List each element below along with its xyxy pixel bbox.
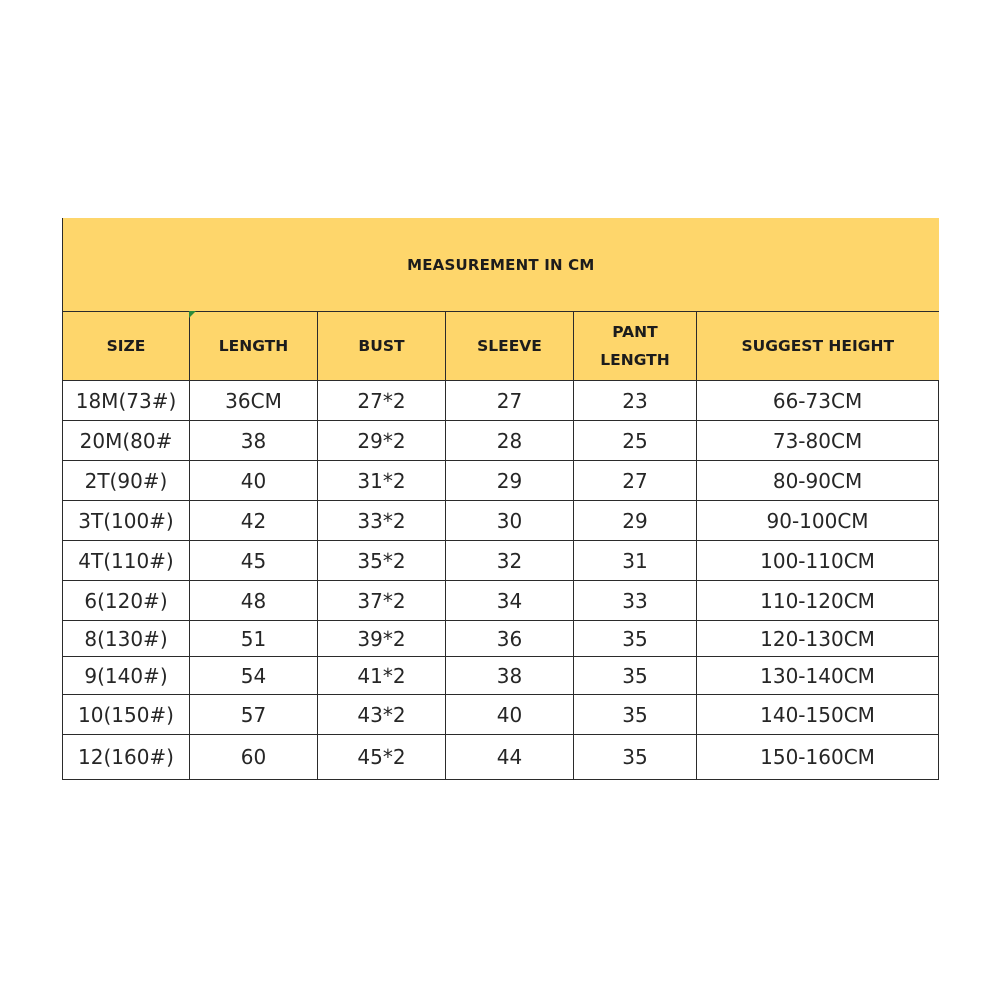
cell-bust: 33*2 bbox=[318, 501, 446, 541]
cell-length: 51 bbox=[190, 621, 318, 657]
cell-sleeve: 38 bbox=[446, 657, 574, 695]
header-label-pant-line2: LENGTH bbox=[600, 351, 670, 369]
cell-length: 54 bbox=[190, 657, 318, 695]
cell-sleeve: 30 bbox=[446, 501, 574, 541]
cell-length: 36CM bbox=[190, 381, 318, 421]
cell-sleeve: 32 bbox=[446, 541, 574, 581]
column-header-length bbox=[190, 312, 318, 381]
cell-size: 6(120#) bbox=[63, 581, 190, 621]
cell-suggest-height: 130-140CM bbox=[697, 657, 939, 695]
cell-size: 8(130#) bbox=[63, 621, 190, 657]
header-label-length: LENGTH bbox=[218, 337, 289, 355]
header-label-pant-line1: PANT bbox=[612, 323, 658, 341]
cell-pant-length: 35 bbox=[574, 735, 697, 780]
column-header-suggest-height bbox=[697, 312, 939, 381]
cell-size: 10(150#) bbox=[63, 695, 190, 735]
header-label-size: SIZE bbox=[106, 337, 146, 355]
table-row bbox=[63, 461, 939, 501]
cell-sleeve: 44 bbox=[446, 735, 574, 780]
cell-pant-length: 23 bbox=[574, 381, 697, 421]
cell-bust: 29*2 bbox=[318, 421, 446, 461]
column-header-pant-length bbox=[574, 312, 697, 381]
cell-suggest-height: 73-80CM bbox=[697, 421, 939, 461]
cell-size: 18M(73#) bbox=[63, 381, 190, 421]
cell-sleeve: 40 bbox=[446, 695, 574, 735]
cell-suggest-height: 90-100CM bbox=[697, 501, 939, 541]
cell-sleeve: 34 bbox=[446, 581, 574, 621]
column-header-bust bbox=[318, 312, 446, 381]
table-row bbox=[63, 541, 939, 581]
column-header-size bbox=[63, 312, 190, 381]
cell-suggest-height: 110-120CM bbox=[697, 581, 939, 621]
table-row bbox=[63, 581, 939, 621]
column-header-sleeve bbox=[446, 312, 574, 381]
table-row bbox=[63, 381, 939, 421]
cell-bust: 37*2 bbox=[318, 581, 446, 621]
cell-bust: 45*2 bbox=[318, 735, 446, 780]
cell-bust: 35*2 bbox=[318, 541, 446, 581]
column-header-row bbox=[63, 312, 939, 381]
table-row bbox=[63, 501, 939, 541]
cell-pant-length: 33 bbox=[574, 581, 697, 621]
cell-size: 3T(100#) bbox=[63, 501, 190, 541]
cell-size: 12(160#) bbox=[63, 735, 190, 780]
table-row bbox=[63, 621, 939, 657]
cell-length: 45 bbox=[190, 541, 318, 581]
cell-comment-marker-icon bbox=[189, 311, 196, 318]
header-label-sleeve: SLEEVE bbox=[477, 337, 542, 355]
header-label-bust: BUST bbox=[358, 337, 405, 355]
cell-bust: 39*2 bbox=[318, 621, 446, 657]
header-label-suggest-height: SUGGEST HEIGHT bbox=[741, 337, 895, 355]
cell-sleeve: 28 bbox=[446, 421, 574, 461]
title-row bbox=[63, 218, 939, 312]
table-row bbox=[63, 657, 939, 695]
cell-pant-length: 31 bbox=[574, 541, 697, 581]
cell-suggest-height: 66-73CM bbox=[697, 381, 939, 421]
cell-sleeve: 27 bbox=[446, 381, 574, 421]
cell-suggest-height: 80-90CM bbox=[697, 461, 939, 501]
cell-size: 4T(110#) bbox=[63, 541, 190, 581]
table-row bbox=[63, 695, 939, 735]
table-title: MEASUREMENT IN CM bbox=[63, 218, 939, 312]
cell-sleeve: 36 bbox=[446, 621, 574, 657]
cell-suggest-height: 150-160CM bbox=[697, 735, 939, 780]
cell-suggest-height: 100-110CM bbox=[697, 541, 939, 581]
table-row bbox=[63, 421, 939, 461]
cell-size: 2T(90#) bbox=[63, 461, 190, 501]
cell-length: 42 bbox=[190, 501, 318, 541]
cell-pant-length: 35 bbox=[574, 695, 697, 735]
cell-size: 20M(80# bbox=[63, 421, 190, 461]
cell-bust: 31*2 bbox=[318, 461, 446, 501]
cell-length: 60 bbox=[190, 735, 318, 780]
cell-pant-length: 25 bbox=[574, 421, 697, 461]
cell-bust: 43*2 bbox=[318, 695, 446, 735]
cell-pant-length: 35 bbox=[574, 657, 697, 695]
cell-length: 57 bbox=[190, 695, 318, 735]
table-row bbox=[63, 735, 939, 780]
cell-pant-length: 35 bbox=[574, 621, 697, 657]
cell-bust: 41*2 bbox=[318, 657, 446, 695]
cell-size: 9(140#) bbox=[63, 657, 190, 695]
cell-length: 40 bbox=[190, 461, 318, 501]
table-body bbox=[63, 381, 939, 780]
cell-pant-length: 29 bbox=[574, 501, 697, 541]
cell-sleeve: 29 bbox=[446, 461, 574, 501]
cell-length: 38 bbox=[190, 421, 318, 461]
cell-suggest-height: 140-150CM bbox=[697, 695, 939, 735]
cell-suggest-height: 120-130CM bbox=[697, 621, 939, 657]
cell-pant-length: 27 bbox=[574, 461, 697, 501]
cell-bust: 27*2 bbox=[318, 381, 446, 421]
size-chart-table bbox=[62, 218, 939, 780]
cell-length: 48 bbox=[190, 581, 318, 621]
